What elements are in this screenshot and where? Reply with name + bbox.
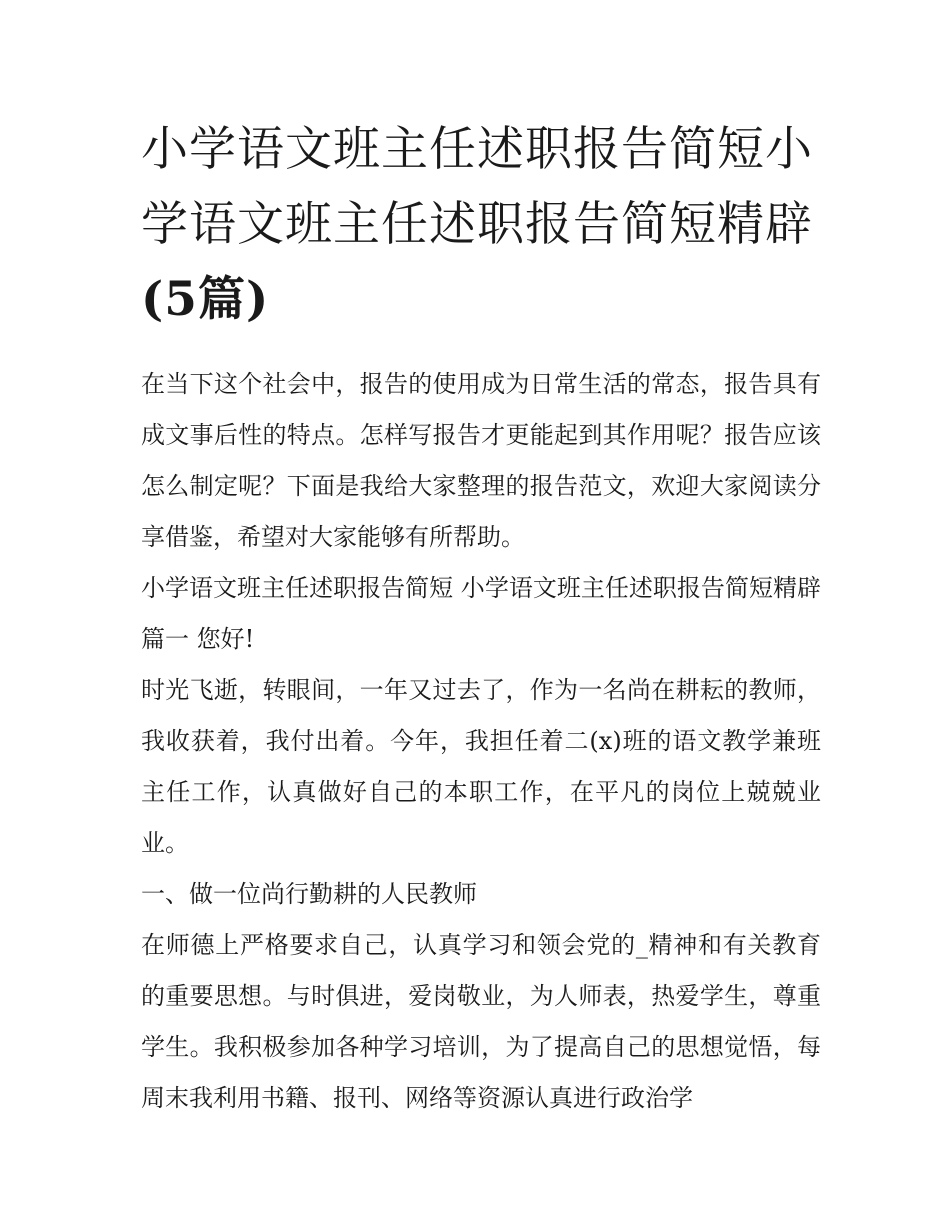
title-main-text: 小学语文班主任述职报告简短小学语文班主任述职报告简短精辟 — [141, 122, 813, 252]
body-paragraph: 在师德上严格要求自己，认真学习和领会党的_精神和有关教育的重要思想。与时俱进，爱岗敬业，为人师表，热爱学生，尊重学生。我积极参加各种学习培训，为了提高自己的思想觉悟，每周末我利用书籍、报刊、网络等资源认真进行政治学 — [141, 931, 821, 1112]
document-page — [141, 112, 821, 1124]
section-heading-paragraph: 小学语文班主任述职报告简短 小学语文班主任述职报告简短精辟篇一 您好! — [141, 574, 821, 653]
subheading-paragraph: 一、做一位尚行勤耕的人民教师 — [141, 880, 477, 908]
title-suffix-text: (5篇) — [141, 272, 270, 327]
body-paragraph: 时光飞逝，转眼间，一年又过去了，作为一名尚在耕耘的教师，我收获着，我付出着。今年，我担任着二(x)班的语文教学兼班主任工作，认真做好自己的本职工作，在平凡的岗位上兢兢业业。 — [141, 676, 821, 857]
intro-paragraph: 在当下这个社会中，报告的使用成为日常生活的常态，报告具有成文事后性的特点。怎样写报告才更能起到其作用呢？报告应该怎么制定呢？下面是我给大家整理的报告范文，欢迎大家阅读分享借鉴，希望对大家能够有所帮助。 — [141, 370, 821, 551]
document-title — [141, 112, 821, 337]
document-body — [141, 359, 821, 1124]
